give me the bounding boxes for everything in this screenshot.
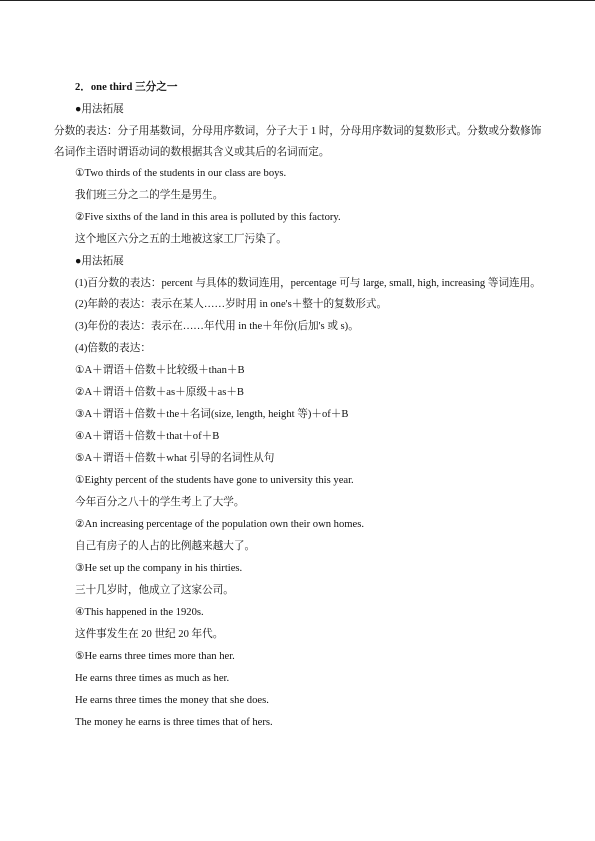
times-heading: (4)倍数的表达： bbox=[75, 343, 151, 354]
year-explanation: (3)年份的表达：表示在……年代用 in the＋年份(后加's 或 s)。 bbox=[75, 321, 359, 332]
example-line: ④This happened in the 1920s. bbox=[75, 607, 204, 618]
example-line: ②An increasing percentage of the population own their own homes. bbox=[75, 519, 364, 530]
fraction-explanation: 分数的表达：分子用基数词，分母用序数词，分子大于 1 时，分母用序数词的复数形式。分数或分数修饰名词作主语时谓语动词的数根据其含义或其后的名词而定。 bbox=[54, 126, 542, 158]
usage-heading-1: ●用法拓展 bbox=[75, 104, 124, 115]
example-line: 这个地区六分之五的土地被这家工厂污染了。 bbox=[75, 234, 287, 245]
example-line: He earns three times the money that she does. bbox=[75, 695, 269, 706]
pattern-line: ②A＋谓语＋倍数＋as＋原级＋as＋B bbox=[75, 387, 244, 398]
page-top-rule bbox=[0, 0, 595, 1]
pattern-line: ①A＋谓语＋倍数＋比较级＋than＋B bbox=[75, 365, 245, 376]
example-line: He earns three times as much as her. bbox=[75, 673, 230, 684]
example-line: ①Eighty percent of the students have gone to university this year. bbox=[75, 475, 354, 486]
document-body bbox=[54, 77, 542, 734]
age-explanation: (2)年龄的表达：表示在某人……岁时用 in one's＋整十的复数形式。 bbox=[75, 299, 388, 310]
example-line: ③He set up the company in his thirties. bbox=[75, 563, 243, 574]
example-line: 我们班三分之二的学生是男生。 bbox=[75, 190, 224, 201]
section-title: 2．one third 三分之一 bbox=[75, 82, 178, 93]
example-line: ②Five sixths of the land in this area is polluted by this factory. bbox=[75, 212, 341, 223]
example-line: 这件事发生在 20 世纪 20 年代。 bbox=[75, 629, 224, 640]
example-line: 三十几岁时，他成立了这家公司。 bbox=[75, 585, 234, 596]
example-line: ①Two thirds of the students in our class are boys. bbox=[75, 168, 287, 179]
example-line: ⑤He earns three times more than her. bbox=[75, 651, 235, 662]
percent-explanation: (1)百分数的表达：percent 与具体的数词连用，percentage 可与 large, small, high, increasing 等词连用。 bbox=[75, 278, 541, 289]
example-line: 今年百分之八十的学生考上了大学。 bbox=[75, 497, 245, 508]
pattern-line: ④A＋谓语＋倍数＋that＋of＋B bbox=[75, 431, 220, 442]
pattern-line: ③A＋谓语＋倍数＋the＋名词(size, length, height 等)＋of＋B bbox=[75, 409, 349, 420]
pattern-line: ⑤A＋谓语＋倍数＋what 引导的名词性从句 bbox=[75, 453, 275, 464]
example-line: The money he earns is three times that of hers. bbox=[75, 717, 273, 728]
example-line: 自己有房子的人占的比例越来越大了。 bbox=[75, 541, 256, 552]
usage-heading-2: ●用法拓展 bbox=[75, 256, 124, 267]
